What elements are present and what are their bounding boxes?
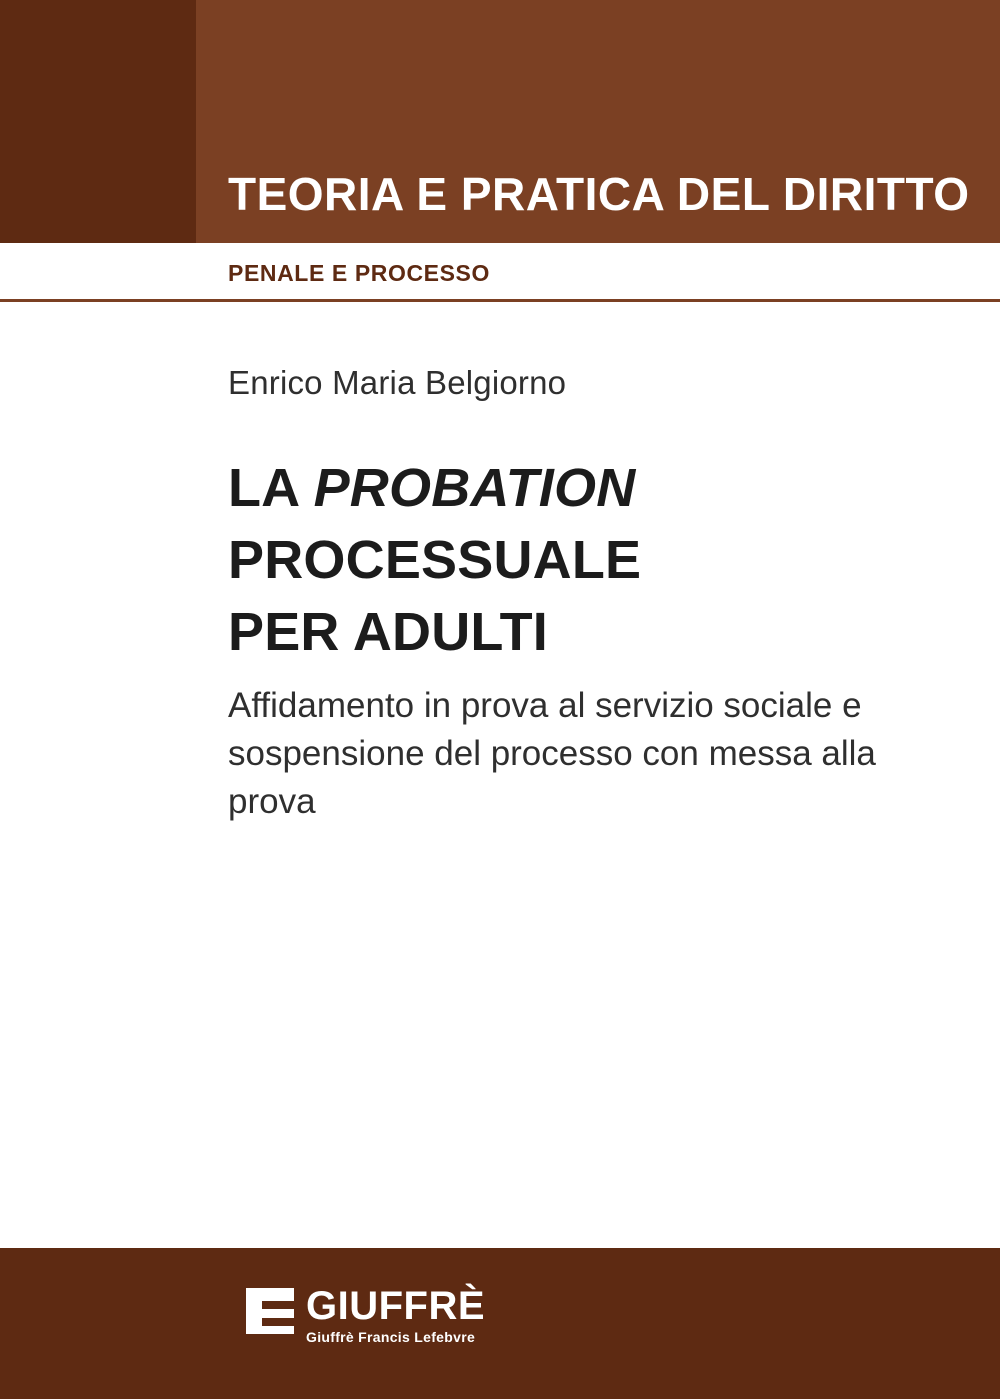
book-title-line3: PER ADULTI: [228, 602, 548, 662]
publisher-name: GIUFFRÈ: [306, 1284, 486, 1328]
horizontal-rule: [0, 299, 1000, 302]
publisher-logo: [246, 1285, 485, 1345]
giuffre-logo-icon: [246, 1288, 294, 1334]
book-title-line1-italic: PROBATION: [313, 458, 636, 518]
subseries-strip: [0, 243, 1000, 299]
publisher-tagline: Giuffrè Francis Lefebvre: [306, 1329, 476, 1345]
series-title: TEORIA E PRATICA DEL DIRITTO: [228, 168, 970, 220]
bottom-color-band: [0, 1248, 1000, 1399]
subseries-title: PENALE E PROCESSO: [228, 260, 490, 286]
book-title: [228, 452, 968, 668]
publisher-text: [306, 1285, 485, 1345]
book-subtitle: Affidamento in prova al servizio sociale e sospensione del processo con messa alla prova: [228, 686, 876, 821]
book-title-line2: PROCESSUALE: [228, 530, 642, 590]
top-band-dark-block: [0, 0, 196, 243]
book-title-line1-lead: LA: [228, 458, 314, 518]
author-name: Enrico Maria Belgiorno: [228, 364, 567, 401]
